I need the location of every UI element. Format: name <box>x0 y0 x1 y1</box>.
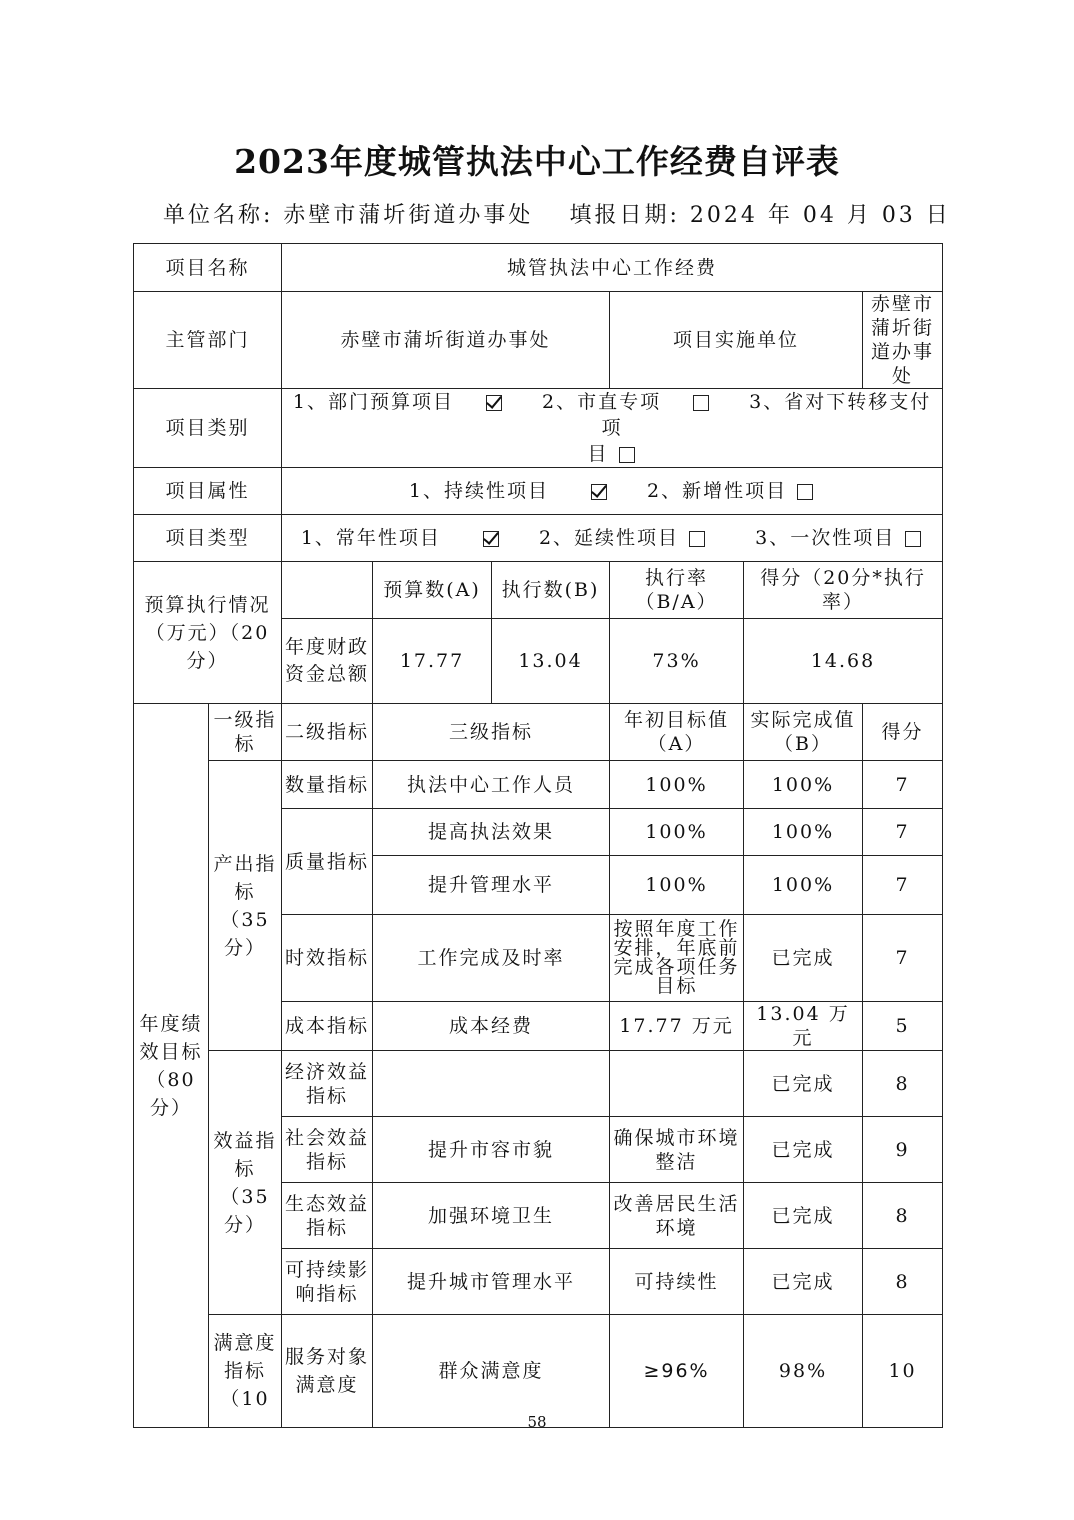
exec-value: 13.04 <box>492 619 610 704</box>
attribute-options <box>282 468 943 515</box>
satisfaction-indicator-label: 满意度指标（10 <box>209 1315 282 1428</box>
l3-staff: 执法中心工作人员 <box>373 761 610 809</box>
budget-value: 17.77 <box>373 619 492 704</box>
target-enforcement: 100% <box>610 809 744 856</box>
score-enforcement: 7 <box>863 809 943 856</box>
perf-header-actual: 实际完成值（B） <box>744 704 863 761</box>
actual-enforcement: 100% <box>744 809 863 856</box>
type-opt2-checkbox[interactable] <box>689 531 705 547</box>
l3-economic <box>373 1051 610 1117</box>
target-timeliness: 按照年度工作安排，年底前完成各项任务目标 <box>610 915 744 1002</box>
perf-header-target: 年初目标值（A） <box>610 704 744 761</box>
target-economic <box>610 1051 744 1117</box>
budget-label: 预算执行情况（万元）（20分） <box>134 562 282 704</box>
project-name-value: 城管执法中心工作经费 <box>282 244 943 292</box>
budget-col-budget: 预算数(A) <box>373 562 492 619</box>
l3-social: 提升市容市貌 <box>373 1117 610 1183</box>
attribute-opt1: 1、持续性项目 <box>408 480 549 502</box>
unit-value: 赤壁市蒲圻街道办事处 <box>283 203 534 228</box>
budget-col-rate: 执行率（B/A） <box>610 562 744 619</box>
l2-ecological: 生态效益指标 <box>282 1183 373 1249</box>
l2-timeliness: 时效指标 <box>282 915 373 1002</box>
perf-section-label: 年度绩效目标（80分） <box>134 704 209 1428</box>
actual-social: 已完成 <box>744 1117 863 1183</box>
dept-value: 赤壁市蒲圻街道办事处 <box>282 292 610 389</box>
category-opt3b: 目 <box>587 443 609 465</box>
l3-ecological: 加强环境卫生 <box>373 1183 610 1249</box>
type-opt2: 2、延续性项目 <box>538 527 680 549</box>
budget-col-exec: 执行数(B) <box>492 562 610 619</box>
category-opt1-checkbox[interactable] <box>486 395 502 411</box>
dept-label: 主管部门 <box>134 292 282 389</box>
l3-enforcement: 提高执法效果 <box>373 809 610 856</box>
category-opt2-checkbox[interactable] <box>693 395 709 411</box>
budget-blank-header <box>282 562 373 619</box>
actual-satisfaction: 98% <box>744 1315 863 1428</box>
rate-value: 73% <box>610 619 744 704</box>
l2-quality: 质量指标 <box>282 809 373 915</box>
score-economic: 8 <box>863 1051 943 1117</box>
attribute-opt1-checkbox[interactable] <box>591 484 607 500</box>
target-ecological: 改善居民生活环境 <box>610 1183 744 1249</box>
attribute-opt2-checkbox[interactable] <box>797 484 813 500</box>
target-staff: 100% <box>610 761 744 809</box>
impl-unit-label: 项目实施单位 <box>610 292 863 389</box>
category-opt2: 2、市直专项 <box>542 391 662 413</box>
page-number: 58 <box>527 1413 547 1431</box>
perf-header-score: 得分 <box>863 704 943 761</box>
date-value: 2024 年 04 月 03 日 <box>689 203 951 228</box>
actual-cost: 13.04 万元 <box>744 1002 863 1051</box>
type-opt3: 3、一次性项目 <box>755 527 896 549</box>
type-opt3-checkbox[interactable] <box>905 531 921 547</box>
type-opt1: 1、常年性项目 <box>300 527 441 549</box>
score-sustainable: 8 <box>863 1249 943 1315</box>
type-opt1-checkbox[interactable] <box>483 531 499 547</box>
category-label: 项目类别 <box>134 389 282 468</box>
l3-timeliness: 工作完成及时率 <box>373 915 610 1002</box>
perf-header-level1: 一级指标 <box>209 704 282 761</box>
category-opt3-checkbox[interactable] <box>619 447 635 463</box>
score-timeliness: 7 <box>863 915 943 1002</box>
actual-ecological: 已完成 <box>744 1183 863 1249</box>
evaluation-table <box>133 243 943 1428</box>
score-value: 14.68 <box>744 619 943 704</box>
budget-col-score: 得分（20分*执行率） <box>744 562 943 619</box>
l3-satisfaction: 群众满意度 <box>373 1315 610 1428</box>
impl-unit-value: 赤壁市蒲圻街道办事处 <box>863 292 943 389</box>
score-management: 7 <box>863 856 943 915</box>
project-name-label: 项目名称 <box>134 244 282 292</box>
l3-management: 提升管理水平 <box>373 856 610 915</box>
l3-sustainable: 提升城市管理水平 <box>373 1249 610 1315</box>
budget-row-label: 年度财政资金总额 <box>282 619 373 704</box>
l2-quantity: 数量指标 <box>282 761 373 809</box>
date-label: 填报日期: <box>569 203 680 228</box>
score-ecological: 8 <box>863 1183 943 1249</box>
target-management: 100% <box>610 856 744 915</box>
l2-satisfaction: 服务对象满意度 <box>282 1315 373 1428</box>
l3-cost: 成本经费 <box>373 1002 610 1051</box>
actual-management: 100% <box>744 856 863 915</box>
score-cost: 5 <box>863 1002 943 1051</box>
category-opt1: 1、部门预算项目 <box>292 391 454 413</box>
type-label: 项目类型 <box>134 515 282 562</box>
l2-social: 社会效益指标 <box>282 1117 373 1183</box>
target-social: 确保城市环境整洁 <box>610 1117 744 1183</box>
page-title: 2023年度城管执法中心工作经费自评表 <box>234 142 840 181</box>
l2-sustainable: 可持续影响指标 <box>282 1249 373 1315</box>
target-sustainable: 可持续性 <box>610 1249 744 1315</box>
score-staff: 7 <box>863 761 943 809</box>
target-cost: 17.77 万元 <box>610 1002 744 1051</box>
score-satisfaction: 10 <box>863 1315 943 1428</box>
category-options <box>282 389 943 468</box>
l2-cost: 成本指标 <box>282 1002 373 1051</box>
actual-timeliness: 已完成 <box>744 915 863 1002</box>
actual-economic: 已完成 <box>744 1051 863 1117</box>
actual-sustainable: 已完成 <box>744 1249 863 1315</box>
target-satisfaction: ≥96% <box>610 1315 744 1428</box>
perf-header-level2: 二级指标 <box>282 704 373 761</box>
type-options <box>282 515 943 562</box>
output-indicator-label: 产出指标（35分） <box>209 761 282 1051</box>
attribute-label: 项目属性 <box>134 468 282 515</box>
unit-label: 单位名称: <box>163 203 274 228</box>
attribute-opt2: 2、新增性项目 <box>647 480 788 502</box>
benefit-indicator-label: 效益指标（35分） <box>209 1051 282 1315</box>
l2-economic: 经济效益指标 <box>282 1051 373 1117</box>
header-info <box>163 198 951 229</box>
category-opt3a: 3、省对下转移支付项 <box>601 391 932 439</box>
perf-header-level3: 三级指标 <box>373 704 610 761</box>
score-social: 9 <box>863 1117 943 1183</box>
actual-staff: 100% <box>744 761 863 809</box>
